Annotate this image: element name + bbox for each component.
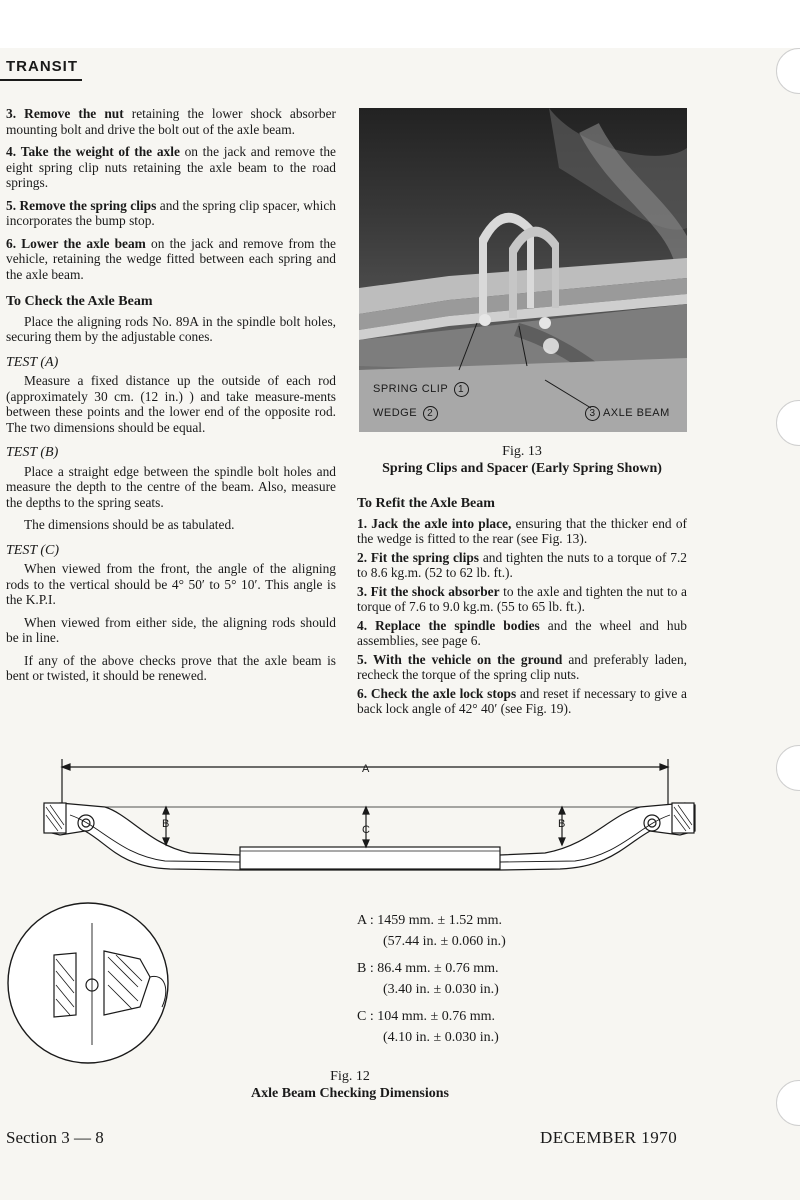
dimension-c xyxy=(357,1006,506,1048)
callout-label: AXLE BEAM xyxy=(602,407,670,419)
step-lead: Remove the spring clips xyxy=(19,197,157,213)
fig12-title: Axle Beam Checking Dimensions xyxy=(251,1086,449,1101)
refit-step-6 xyxy=(357,686,687,717)
fig12-caption xyxy=(200,1068,500,1102)
step-text: on the jack and remove from the vehicle, retaining the wedge fitted between each spring and the axle beam. xyxy=(6,235,336,282)
test-c-text-3: If any of the above checks prove that the axle beam is bent or twisted, it should be renewed. xyxy=(6,652,336,683)
dimension-b xyxy=(357,958,506,1000)
refit-step-4 xyxy=(357,618,687,649)
fig13-title: Spring Clips and Spacer (Early Spring Shown) xyxy=(382,461,662,476)
step-lead: Check the axle lock stops xyxy=(370,685,517,701)
step-number: 4. xyxy=(6,144,17,159)
callout-spring-clip xyxy=(373,382,469,397)
step-lead: With the vehicle on the ground xyxy=(373,651,563,667)
step-number: 6. xyxy=(357,685,368,701)
dimension-imperial: (4.10 in. ± 0.030 in.) xyxy=(383,1030,499,1045)
step-number: 2. xyxy=(357,549,368,565)
step-text: and the spring clip spacer, which incorporates the bump stop. xyxy=(6,197,336,228)
step-lead: Fit the spring clips xyxy=(370,549,480,565)
refit-heading: To Refit the Axle Beam xyxy=(357,496,495,511)
page-header: TRANSIT xyxy=(6,58,78,75)
step-text: ensuring that the thicker end of the wedge is fitted to the rear (see Fig. 13). xyxy=(357,515,688,546)
dim-label-b-left: B xyxy=(162,818,170,830)
spring-clip-photo xyxy=(359,108,687,432)
test-c-heading: TEST (C) xyxy=(6,542,60,558)
dim-label-b-right: B xyxy=(558,818,566,830)
fig12-label: Fig. 12 xyxy=(330,1069,370,1084)
left-column xyxy=(6,106,336,691)
test-b-text-2: The dimensions should be as tabulated. xyxy=(24,517,235,532)
step-number: 4. xyxy=(357,617,368,633)
step-text: to the axle and tighten the nut to a torque of 7.6 to 9.0 kg.m. (55 to 65 lb. ft.). xyxy=(357,583,687,614)
refit-step-5 xyxy=(357,652,687,683)
footer-date: DECEMBER 1970 xyxy=(540,1128,678,1147)
step-6 xyxy=(6,236,336,283)
binder-hole xyxy=(776,48,800,94)
dimension-imperial: (57.44 in. ± 0.060 in.) xyxy=(383,934,506,949)
callout-axle-beam xyxy=(583,406,670,421)
step-lead: Replace the spindle bodies xyxy=(375,617,540,633)
callout-number: 3 xyxy=(585,406,600,421)
test-a-heading: TEST (A) xyxy=(6,354,59,370)
right-column xyxy=(357,496,687,720)
step-lead: Fit the shock absorber xyxy=(370,583,500,599)
step-4 xyxy=(6,144,336,191)
step-number: 5. xyxy=(357,651,368,667)
binder-hole xyxy=(776,1080,800,1126)
test-b-text: Place a straight edge between the spindle bolt holes and measure the depth to the centre of the beam. Also, measure the depths to the spring seats. xyxy=(6,463,336,510)
step-number: 6. xyxy=(6,235,17,251)
step-number: 3. xyxy=(357,583,368,599)
binder-hole xyxy=(776,400,800,446)
refit-step-3 xyxy=(357,584,687,615)
callout-number: 1 xyxy=(454,382,469,397)
step-number: 1. xyxy=(357,515,368,531)
fig13-label: Fig. 13 xyxy=(502,444,542,459)
dimension-metric: C : 104 mm. ± 0.76 mm. xyxy=(357,1009,495,1024)
step-text: retaining the lower shock absorber mounting bolt and drive the bolt out of the axle beam. xyxy=(6,106,336,137)
check-heading: To Check the Axle Beam xyxy=(6,294,153,309)
test-c-text-2: When viewed from either side, the aligning rods should be in line. xyxy=(6,614,336,645)
beam-centre-section xyxy=(240,847,500,869)
dimension-table xyxy=(357,910,506,1054)
dimension-imperial: (3.40 in. ± 0.030 in.) xyxy=(383,982,499,997)
refit-step-1 xyxy=(357,516,687,547)
callout-label: SPRING CLIP xyxy=(373,383,448,395)
step-text: and preferably laden, recheck the torque of the spring clip nuts. xyxy=(357,651,687,682)
refit-step-2 xyxy=(357,550,687,581)
step-lead: Take the weight of the axle xyxy=(20,144,180,159)
step-text: on the jack and remove the eight spring clip nuts retaining the axle beam to the road springs. xyxy=(6,144,336,190)
step-text: and reset if necessary to give a back lock angle of 42° 40′ (see Fig. 19). xyxy=(357,685,687,716)
dimension-a xyxy=(357,910,506,952)
step-lead: Lower the axle beam xyxy=(21,235,146,251)
step-lead: Jack the axle into place, xyxy=(371,515,512,531)
step-number: 3. xyxy=(6,106,17,121)
test-c-text: When viewed from the front, the angle of the aligning rods to the vertical should be 4° 50′ to 5° 10′. This angle is the K.P.I. xyxy=(6,561,336,607)
callout-label: WEDGE xyxy=(373,407,418,419)
dim-label-c: C xyxy=(362,824,370,836)
callout-number: 2 xyxy=(423,406,438,421)
dim-label-a: A xyxy=(362,763,370,775)
axle-beam-drawing xyxy=(0,745,700,1105)
check-intro: Place the aligning rods No. 89A in the spindle bolt holes, securing them by the adjustable cones. xyxy=(6,313,336,344)
test-b-heading: TEST (B) xyxy=(6,445,59,460)
step-5 xyxy=(6,198,336,229)
step-text: and the wheel and hub assemblies, see page 6. xyxy=(357,617,687,648)
scan-margin xyxy=(0,0,800,48)
dimension-metric: A : 1459 mm. ± 1.52 mm. xyxy=(357,913,502,928)
fig13-caption xyxy=(357,443,687,477)
step-number: 5. xyxy=(6,197,17,213)
step-lead: Remove the nut xyxy=(24,106,124,121)
callout-wedge xyxy=(373,406,438,421)
dimension-metric: B : 86.4 mm. ± 0.76 mm. xyxy=(357,961,499,976)
header-rule xyxy=(0,79,82,81)
footer-section: Section 3 — 8 xyxy=(6,1128,104,1147)
test-a-text: Measure a fixed distance up the outside of each rod (approximately 30 cm. (12 in.) ) and take measure-ments between these points and the lower end of the opposite rod. The two dimensions should be equal. xyxy=(6,373,336,435)
step-text: and tighten the nuts to a torque of 7.2 to 8.6 kg.m. (52 to 62 lb. ft.). xyxy=(357,549,687,580)
step-3 xyxy=(6,106,336,137)
binder-hole xyxy=(776,745,800,791)
